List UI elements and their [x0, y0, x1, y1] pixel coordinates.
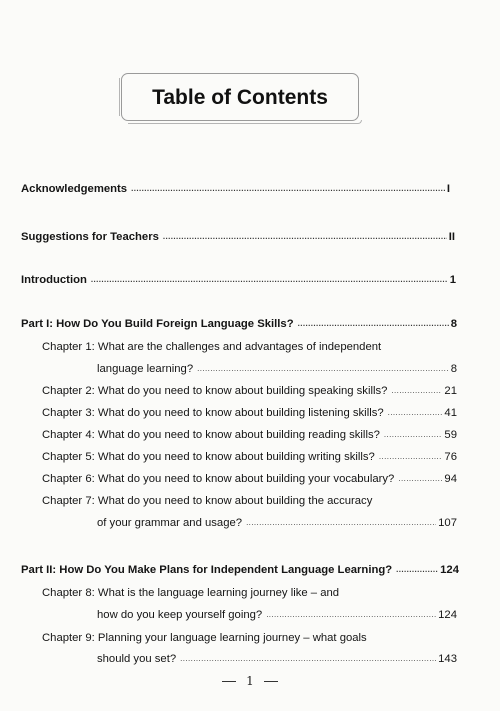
toc-entry-page: 124	[440, 564, 459, 576]
dot-leader	[379, 452, 443, 461]
chapter-prefix: Chapter 9:	[42, 632, 95, 644]
toc-entry-page: 1	[449, 274, 456, 286]
chapter-title-line1: Planning your language learning journey – what goals	[97, 632, 367, 644]
toc-entry-page: 107	[438, 517, 457, 529]
dot-leader	[391, 386, 442, 395]
chapter-prefix: Chapter 1:	[42, 341, 95, 353]
toc-entry-page: I	[446, 183, 450, 195]
toc-entry-label: Introduction	[21, 274, 87, 286]
chapter-title: What do you need to know about building reading skills?	[97, 429, 380, 441]
chapter-prefix: Chapter 4:	[42, 429, 95, 441]
dot-leader	[197, 364, 449, 373]
toc-chapter-8-continued[interactable]	[97, 609, 457, 621]
toc-chapter-2[interactable]	[42, 385, 457, 397]
toc-entry-label: Part II: How Do You Make Plans for Independent Language Learning?	[21, 564, 393, 576]
toc-chapter-3[interactable]	[42, 407, 457, 419]
toc-chapter-8[interactable]	[42, 587, 339, 599]
toc-entry-page: 21	[444, 385, 457, 397]
dot-leader	[163, 232, 447, 241]
toc-chapter-4[interactable]	[42, 429, 457, 441]
chapter-prefix: Chapter 8:	[42, 587, 95, 599]
toc-chapter-1-continued[interactable]	[97, 363, 457, 375]
dot-leader	[298, 319, 449, 328]
dot-leader	[180, 654, 436, 663]
dot-leader	[246, 518, 436, 527]
page-title: Table of Contents	[152, 86, 328, 109]
footer-dash-right	[264, 681, 278, 682]
toc-chapter-5[interactable]	[42, 451, 457, 463]
toc-entry-part-1[interactable]	[21, 318, 457, 330]
chapter-prefix: Chapter 5:	[42, 451, 95, 463]
toc-entry-page: 41	[444, 407, 457, 419]
toc-entry-label: Acknowledgements	[21, 183, 128, 195]
chapter-title-line2: of your grammar and usage?	[97, 517, 243, 529]
toc-entry-page: II	[448, 231, 455, 243]
toc-chapter-9-continued[interactable]	[97, 653, 457, 665]
toc-entry-suggestions-for-teachers[interactable]	[21, 231, 455, 243]
chapter-prefix: Chapter 2:	[42, 385, 95, 397]
toc-chapter-7-continued[interactable]	[97, 517, 457, 529]
page-number: 1	[246, 674, 254, 688]
toc-entry-part-2[interactable]	[21, 564, 459, 576]
toc-entry-page: 8	[450, 318, 457, 330]
dot-leader	[388, 408, 443, 417]
chapter-title-line2: should you set?	[97, 653, 177, 665]
chapter-title-line1: What is the language learning journey like – and	[97, 587, 340, 599]
title-box	[121, 73, 359, 121]
chapter-title-line1: What are the challenges and advantages of independent	[97, 341, 382, 353]
chapter-prefix: Chapter 3:	[42, 407, 95, 419]
toc-entry-page: 124	[438, 609, 457, 621]
toc-entry-label: Suggestions for Teachers	[21, 231, 159, 243]
toc-entry-page: 59	[444, 429, 457, 441]
dot-leader	[398, 474, 442, 483]
toc-entry-page: 143	[438, 653, 457, 665]
chapter-title: What do you need to know about building speaking skills?	[97, 385, 388, 397]
toc-entry-introduction[interactable]	[21, 274, 456, 286]
chapter-title: What do you need to know about building your vocabulary?	[97, 473, 395, 485]
toc-chapter-7[interactable]	[42, 495, 372, 507]
toc-entry-page: 76	[444, 451, 457, 463]
dot-leader	[396, 565, 438, 574]
toc-entry-acknowledgements[interactable]	[21, 183, 450, 195]
chapter-title-line1: What do you need to know about building the accuracy	[97, 495, 373, 507]
dot-leader	[266, 610, 436, 619]
dot-leader	[91, 275, 448, 284]
chapter-prefix: Chapter 7:	[42, 495, 95, 507]
toc-chapter-6[interactable]	[42, 473, 457, 485]
toc-chapter-1[interactable]	[42, 341, 381, 353]
chapter-title: What do you need to know about building writing skills?	[97, 451, 375, 463]
dot-leader	[384, 430, 443, 439]
chapter-title-line2: how do you keep yourself going?	[97, 609, 263, 621]
chapter-title-line2: language learning?	[97, 363, 194, 375]
toc-entry-page: 8	[450, 363, 457, 375]
toc-entry-label: Part I: How Do You Build Foreign Language Skills?	[21, 318, 294, 330]
toc-chapter-9[interactable]	[42, 632, 367, 644]
toc-entry-page: 94	[444, 473, 457, 485]
chapter-title: What do you need to know about building listening skills?	[97, 407, 384, 419]
page-footer	[0, 674, 500, 688]
dot-leader	[131, 184, 445, 193]
chapter-prefix: Chapter 6:	[42, 473, 95, 485]
footer-dash-left	[222, 681, 236, 682]
